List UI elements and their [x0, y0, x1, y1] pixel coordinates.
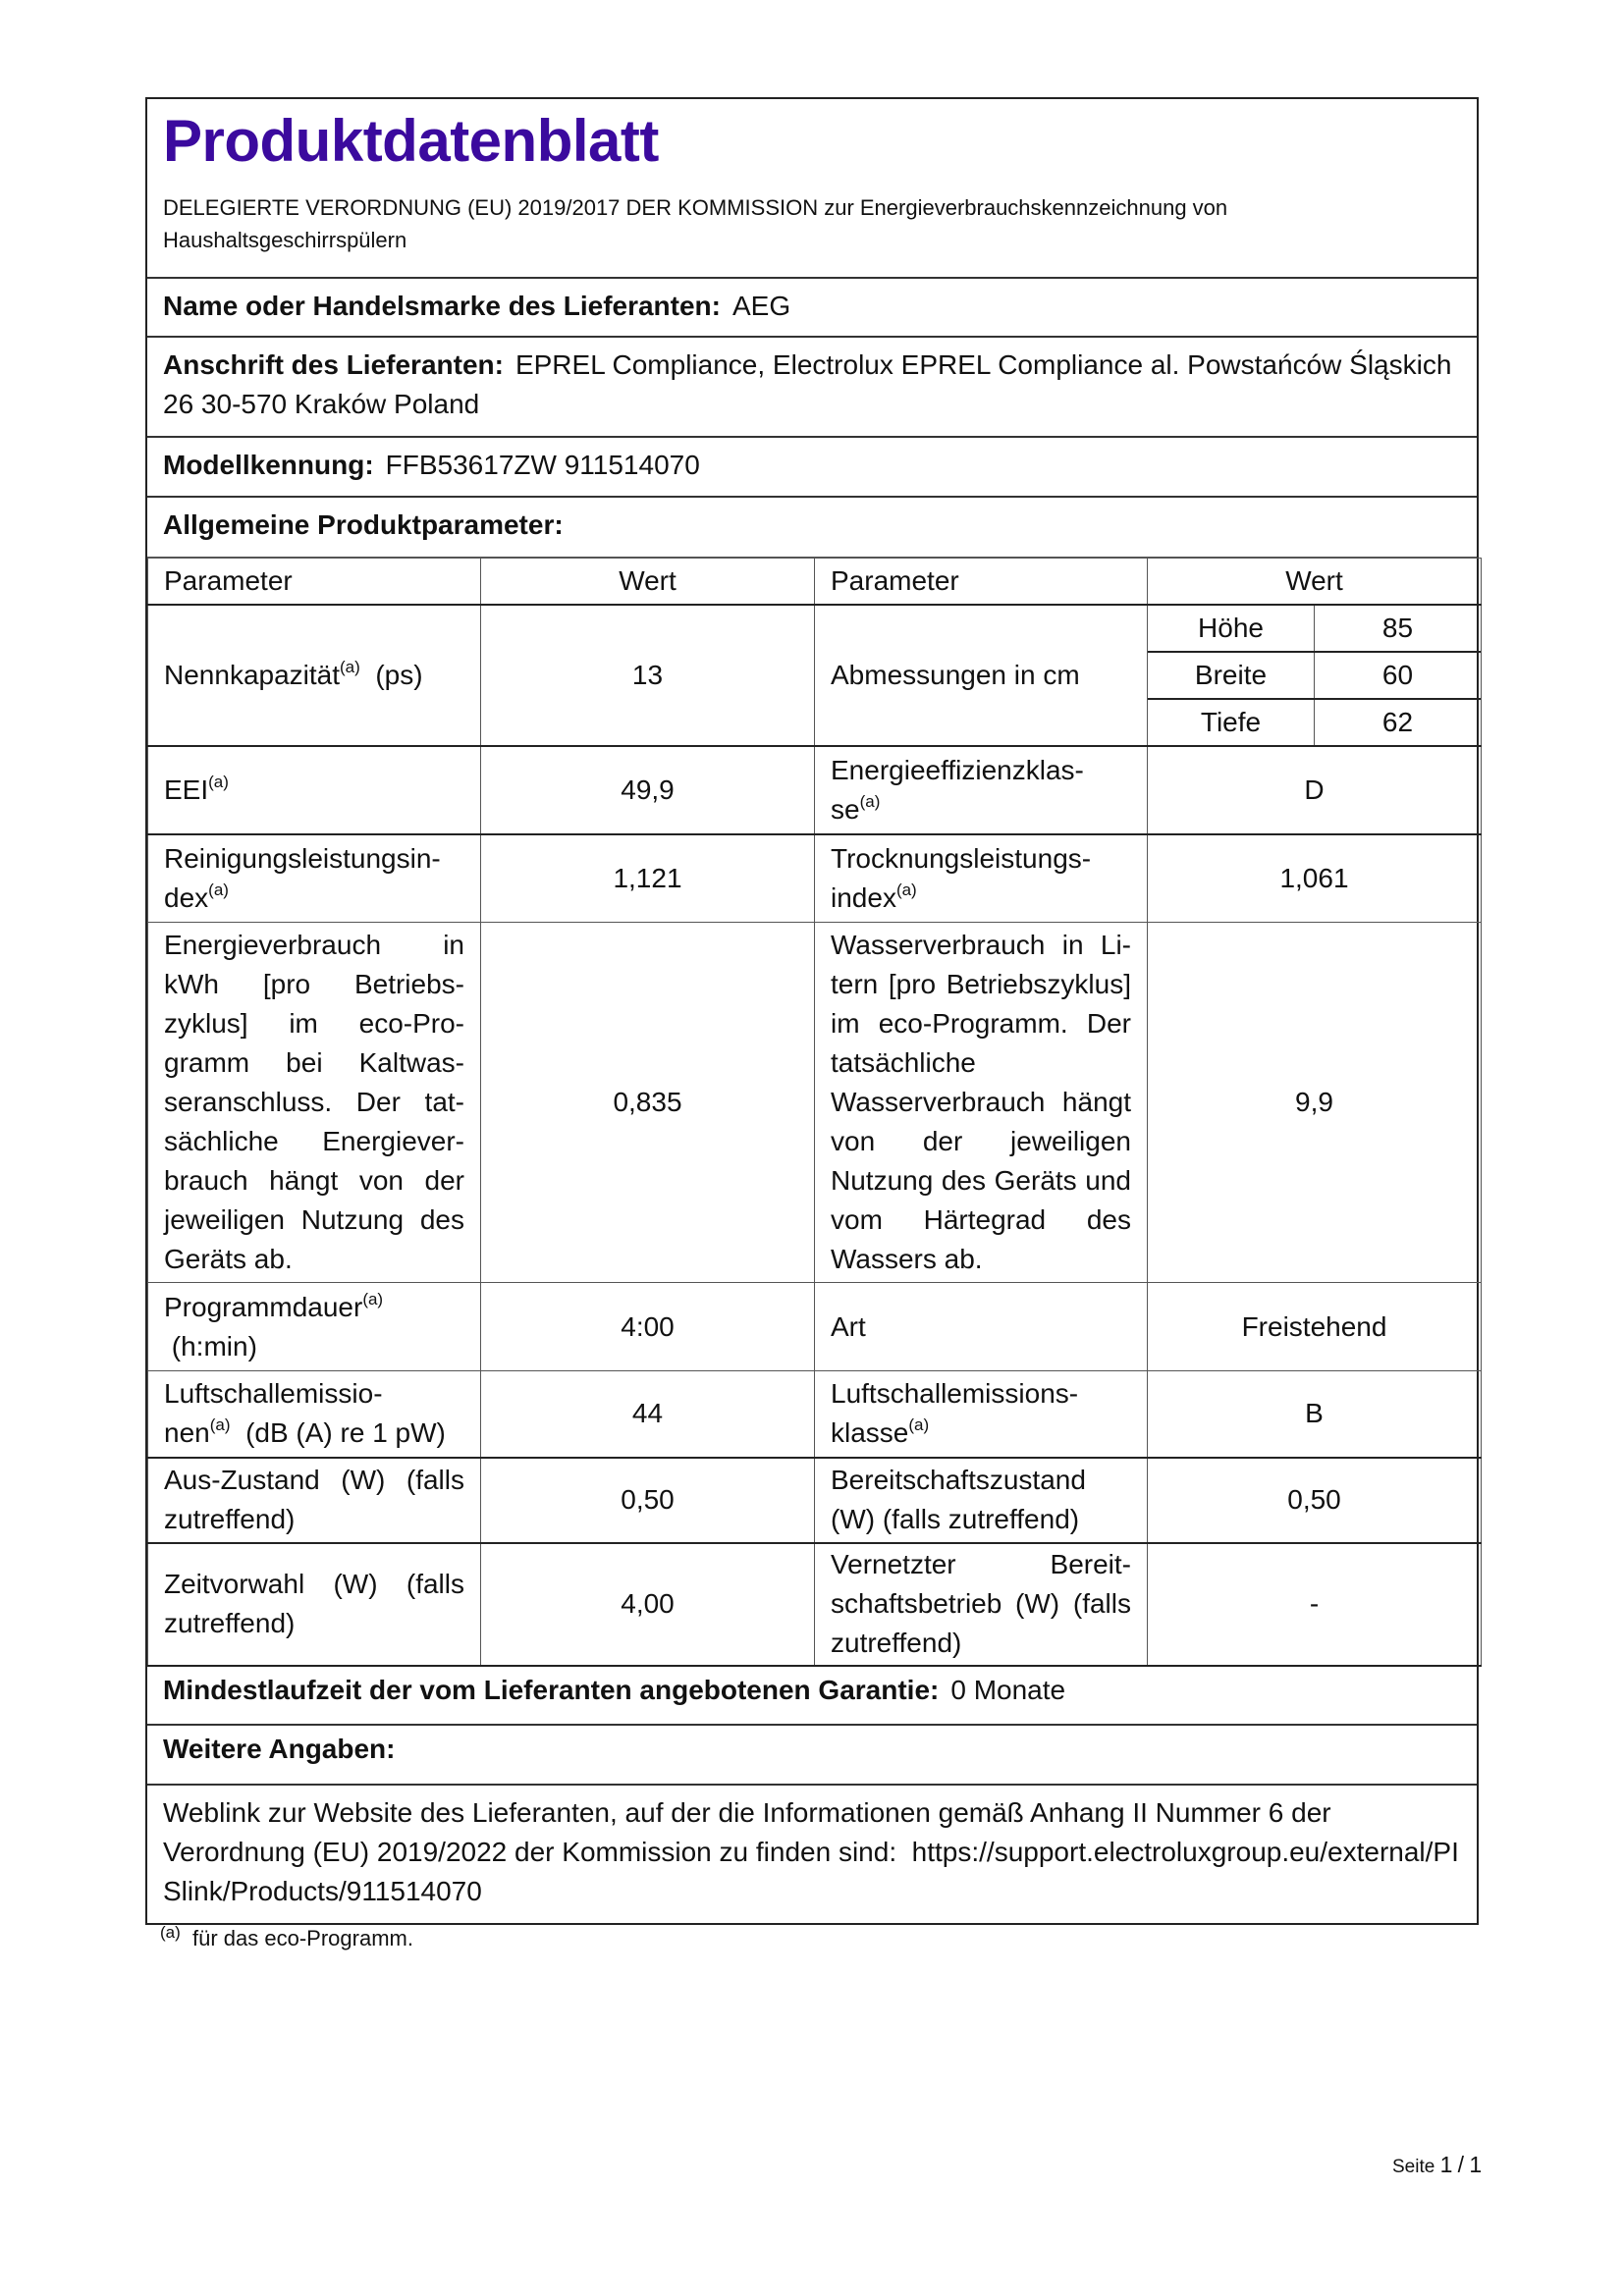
cleaning-index-label: Reinigungsleistungsin- dex$^{(a)}$	[148, 834, 481, 923]
additional-info-heading: Weitere Angaben:	[163, 1733, 396, 1764]
supplier-address-row	[147, 338, 1477, 438]
supplier-address-label: Anschrift des Lieferanten:	[163, 349, 504, 380]
footnote	[160, 1923, 413, 1951]
supplier-name-label: Name oder Handelsmarke des Lieferanten:	[163, 291, 721, 321]
warranty-value: 0 Monate	[950, 1674, 1066, 1705]
table-row	[148, 1283, 1482, 1371]
program-duration-value: 4:00	[481, 1283, 815, 1371]
eei-value: 49,9	[481, 746, 815, 834]
energy-consumption-value: 0,835	[481, 923, 815, 1283]
supplier-address-value: EPREL Compliance, Electrolux EPREL Compliance al. Powstańców Śląskich 26 30-570 Kraków Poland	[163, 349, 1452, 419]
additional-info-text: Weblink zur Website des Lieferanten, auf der die Informationen gemäß Anhang II Nummer 6 der Verordnung (EU) 2019/2022 der Kommission zu finden sind:	[163, 1796, 1331, 1867]
dimension-name: Breite	[1148, 652, 1315, 699]
general-params-heading: Allgemeine Produktparameter:	[163, 509, 564, 540]
page-number: Seite 1 / 1	[1392, 2152, 1483, 2177]
capacity-value: 13	[481, 605, 815, 746]
dimension-value: 62	[1381, 706, 1414, 737]
page-title: Produktdatenblatt	[163, 108, 659, 174]
dimensions-label: Abmessungen in cm	[815, 605, 1148, 746]
noise-class-label: Luftschallemissions- klasse$^{(a)}$	[815, 1371, 1148, 1458]
delay-start-label: Zeitvorwahl (W) (falls zutreffend)	[148, 1543, 481, 1666]
table-row	[148, 605, 1482, 746]
column-header: Wert	[1148, 559, 1482, 605]
capacity-label: Nennkapazität$^{(a)}$ (ps)	[148, 605, 481, 746]
column-header: Parameter	[148, 559, 481, 605]
model-id-row	[147, 438, 1477, 498]
dimension-name: Tiefe	[1148, 699, 1315, 745]
model-id-value: FFB53617ZW 911514070	[385, 450, 700, 480]
footnote-marker: (a)	[160, 1923, 181, 1942]
energy-class-label: Energieeffizienzklas- $se^{(a)}$	[815, 746, 1148, 834]
energy-consumption-label: Energieverbrauch in kWh [pro Betriebszyklus] im eco-Programm bei Kaltwasseranschluss. Der tatsächliche Energieverbrauch hängt von der jeweiligen Nutzung des Geräts ab.	[148, 923, 481, 1283]
dimensions-values	[1148, 605, 1482, 746]
networked-standby-value: -	[1148, 1543, 1482, 1666]
noise-value: 44	[481, 1371, 815, 1458]
noise-label: Luftschallemissio- nen$^{(a)}$ (dB (A) re 1 pW)	[148, 1371, 481, 1458]
program-duration-label: Programmdauer$^{(a)}$ (h:min)	[148, 1283, 481, 1371]
cleaning-index-value: 1,121	[481, 834, 815, 923]
table-row	[148, 834, 1482, 923]
column-header: Parameter	[815, 559, 1148, 605]
type-label: Art	[815, 1283, 1148, 1371]
dimension-name: Höhe	[1148, 606, 1315, 652]
supplier-weblink[interactable]: https://support.electroluxgroup.eu/external/PISlink/Products/911514070	[163, 1836, 1459, 1906]
drying-index-value: 1,061	[1148, 834, 1482, 923]
drying-index-label: Trocknungsleistungs- index$^{(a)}$	[815, 834, 1148, 923]
additional-info-heading-row	[147, 1726, 1477, 1786]
footnote-text: für das eco-Programm.	[192, 1926, 413, 1950]
supplier-name-value: AEG	[731, 291, 791, 321]
table-row	[148, 1458, 1482, 1543]
product-data-sheet	[145, 97, 1479, 1925]
off-mode-label: Aus-Zustand (W) (falls zutreffend)	[148, 1458, 481, 1543]
title-block	[147, 99, 1477, 279]
water-consumption-value: 9,9	[1148, 923, 1482, 1283]
dimension-value: 85	[1315, 606, 1482, 652]
warranty-row	[147, 1667, 1477, 1726]
table-row	[148, 1371, 1482, 1458]
eei-label: EEI$^{(a)}$	[148, 746, 481, 834]
table-row	[148, 1543, 1482, 1666]
standby-value: 0,50	[1148, 1458, 1482, 1543]
off-mode-value: 0,50	[481, 1458, 815, 1543]
table-row	[148, 746, 1482, 834]
table-row	[148, 923, 1482, 1283]
params-table	[147, 558, 1482, 1667]
noise-class-value: B	[1148, 1371, 1482, 1458]
energy-class-value: D	[1148, 746, 1482, 834]
general-params-heading-row	[147, 498, 1477, 558]
warranty-label: Mindestlaufzeit der vom Lieferanten angebotenen Garantie:	[163, 1674, 940, 1705]
type-value: Freistehend	[1148, 1283, 1482, 1371]
delay-start-value: 4,00	[481, 1543, 815, 1666]
standby-label: Bereitschaftszustand (W) (falls zutreffend)	[815, 1458, 1148, 1543]
column-header: Wert	[481, 559, 815, 605]
regulation-subtitle: DELEGIERTE VERORDNUNG (EU) 2019/2017 DER KOMMISSION zur Energieverbrauchskennzeichnung von Haushaltsgeschirrspülern	[163, 195, 1228, 252]
water-consumption-label: Wasserverbrauch in Litern [pro Betriebszyklus] im eco-Programm. Der tatsächliche Wasserverbrauch hängt von der jeweiligen Nutzung des Geräts und vom Härtegrad des Wassers ab.	[815, 923, 1148, 1283]
supplier-name-row	[147, 279, 1477, 338]
table-header-row	[148, 559, 1482, 605]
networked-standby-label: Vernetzter Bereitschaftsbetrieb (W) (falls zutreffend)	[815, 1543, 1148, 1666]
dimension-value: 60	[1315, 652, 1482, 699]
additional-info-row	[147, 1786, 1477, 1923]
model-id-label: Modellkennung:	[163, 450, 374, 480]
